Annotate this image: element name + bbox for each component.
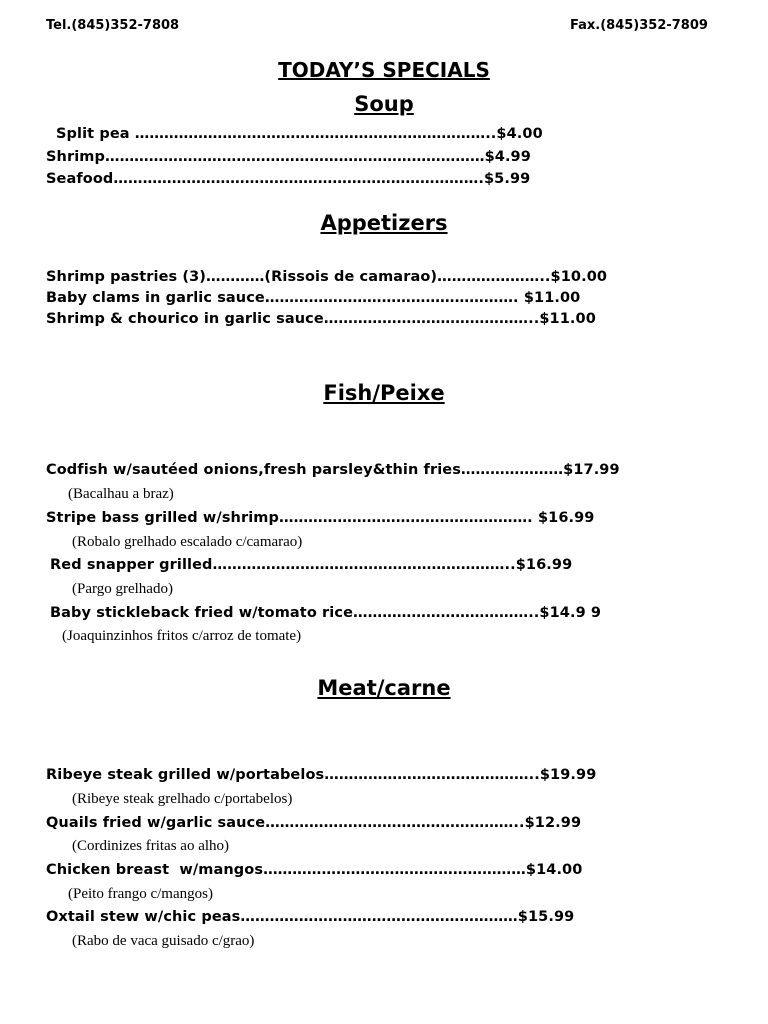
menu-item-quails: Quails fried w/garlic sauce……………………………………………..$12.99: [46, 815, 582, 831]
section-heading-fish: Fish/Peixe: [323, 381, 445, 405]
menu-item-quails-translation: (Cordinizes fritas ao alho): [72, 838, 230, 854]
section-heading-meat: Meat/carne: [317, 676, 451, 700]
menu-item-shrimp-soup: Shrimp……………………………………………………………………$4.99: [46, 149, 531, 165]
menu-item-oxtail-stew: Oxtail stew w/chic peas…………………………………………………$15.99: [46, 909, 575, 925]
menu-item-ribeye: Ribeye steak grilled w/portabelos……………………………………..$19.99: [46, 767, 597, 783]
menu-item-seafood-soup: Seafood………………………………………………………………….$5.99: [46, 171, 531, 187]
menu-item-baby-clams: Baby clams in garlic sauce……………………………………………. $11.00: [46, 290, 581, 306]
menu-item-red-snapper-translation: (Pargo grelhado): [72, 581, 173, 597]
menu-item-stripe-bass-translation: (Robalo grelhado escalado c/camarao): [72, 534, 303, 550]
menu-item-split-pea: Split pea ………………………………………………………………..$4.00: [56, 126, 543, 142]
menu-item-chicken-breast: Chicken breast w/mangos………………………………………………$14.00: [46, 862, 583, 878]
section-heading-soup: Soup: [354, 92, 414, 116]
telephone: Tel.(845)352-7808: [46, 18, 180, 33]
page-title: TODAY’S SPECIALS: [278, 58, 490, 82]
menu-item-shrimp-pastries: Shrimp pastries (3)…………(Rissois de camarao)…………………..$10.00: [46, 269, 608, 285]
menu-item-baby-stickleback: Baby stickleback fried w/tomato rice………………………………..$14.9 9: [50, 605, 602, 621]
menu-item-codfish-translation: (Bacalhau a braz): [68, 486, 174, 502]
section-heading-appetizers: Appetizers: [320, 211, 448, 235]
fax: Fax.(845)352-7809: [570, 18, 708, 33]
menu-item-red-snapper: Red snapper grilled……………………………………………………..$16.99: [50, 557, 573, 573]
menu-item-codfish: Codfish w/sautéed onions,fresh parsley&thin fries…………………$17.99: [46, 462, 620, 478]
menu-item-baby-stickleback-translation: (Joaquinzinhos fritos c/arroz de tomate): [62, 628, 302, 644]
menu-item-oxtail-stew-translation: (Rabo de vaca guisado c/grao): [72, 933, 255, 949]
menu-item-shrimp-chourico: Shrimp & chourico in garlic sauce……………………………………..$11.00: [46, 311, 596, 327]
menu-item-ribeye-translation: (Ribeye steak grelhado c/portabelos): [72, 791, 293, 807]
menu-item-chicken-breast-translation: (Peito frango c/mangos): [68, 886, 213, 902]
menu-item-stripe-bass: Stripe bass grilled w/shrimp……………………………………………. $16.99: [46, 510, 595, 526]
